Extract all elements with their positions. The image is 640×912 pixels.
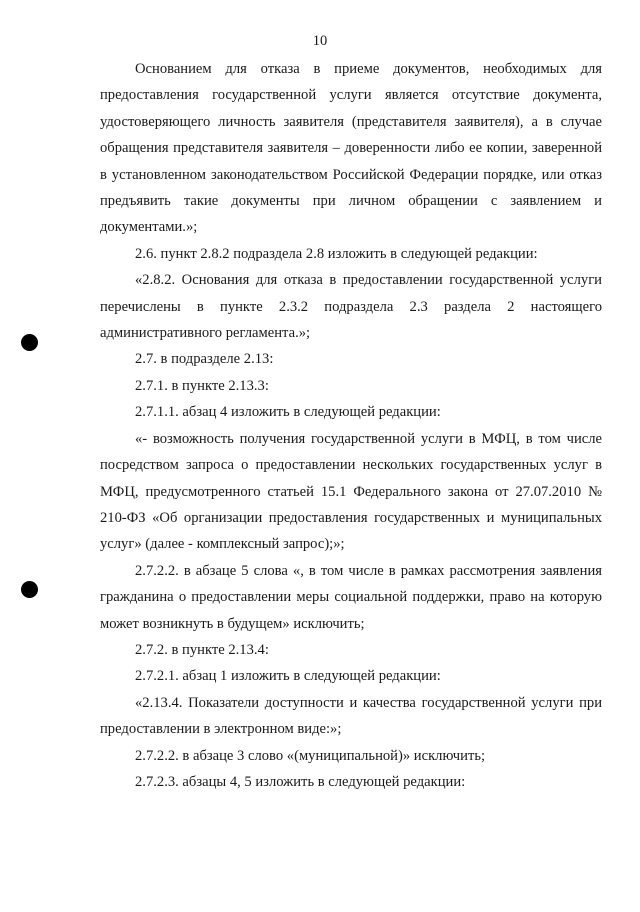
- paragraph-2-7-2-2-abzac-5: 2.7.2.2. в абзаце 5 слова «, в том числе в рамках рассмотрения заявления гражданина о предоставлении меры социальной поддержки, право на которую может возникнуть в будущем» исключить;: [100, 562, 602, 632]
- paragraph-2-7-2: 2.7.2. в пункте 2.13.4:: [135, 641, 269, 658]
- paragraph-2-7-2-2-abzac-3: 2.7.2.2. в абзаце 3 слово «(муниципальной)» исключить;: [135, 747, 486, 764]
- paragraph-2-6: 2.6. пункт 2.8.2 подраздела 2.8 изложить в следующей редакции:: [135, 245, 538, 262]
- paragraph-2-7: 2.7. в подразделе 2.13:: [135, 351, 274, 368]
- paragraph-mfc-quote: «- возможность получения государственной услуги в МФЦ, в том числе посредством запроса о предоставлении нескольких государственных услуг в МФЦ, предусмотренного статьей 15.1 Федерального закона от 27.07.2010 № 210-ФЗ «Об организации предоставления государственных и муниципальных услуг» (далее - комплексный запрос);»;: [100, 430, 602, 553]
- paragraph-2-8-2: «2.8.2. Основания для отказа в предоставлении государственной услуги перечислены в пункте 2.3.2 подраздела 2.3 раздела 2 настоящего административного регламента.»;: [100, 272, 602, 342]
- paragraph-2-13-4-quote: «2.13.4. Показатели доступности и качества государственной услуги при предоставлении в электронном виде:»;: [100, 694, 602, 738]
- document-body: [100, 56, 602, 795]
- paragraph-refusal-grounds: Основанием для отказа в приеме документов, необходимых для предоставления государственной услуги является отсутствие документа, удостоверяющего личность заявителя (представителя заявителя), а в случае обращения представителя заявителя – доверенности либо ее копии, заверенной в установленном законодательством Российской Федерации порядке, или отказ предъявить такие документы при личном обращении с заявлением и документами.»;: [100, 61, 602, 236]
- punch-hole-lower: [21, 581, 38, 598]
- paragraph-2-7-2-3: 2.7.2.3. абзацы 4, 5 изложить в следующей редакции:: [135, 773, 466, 790]
- paragraph-2-7-2-1: 2.7.2.1. абзац 1 изложить в следующей редакции:: [135, 668, 441, 685]
- page-number: 10: [312, 33, 328, 49]
- paragraph-2-7-1: 2.7.1. в пункте 2.13.3:: [135, 377, 269, 394]
- punch-hole-upper: [21, 334, 38, 351]
- paragraph-2-7-1-1: 2.7.1.1. абзац 4 изложить в следующей редакции:: [135, 404, 441, 421]
